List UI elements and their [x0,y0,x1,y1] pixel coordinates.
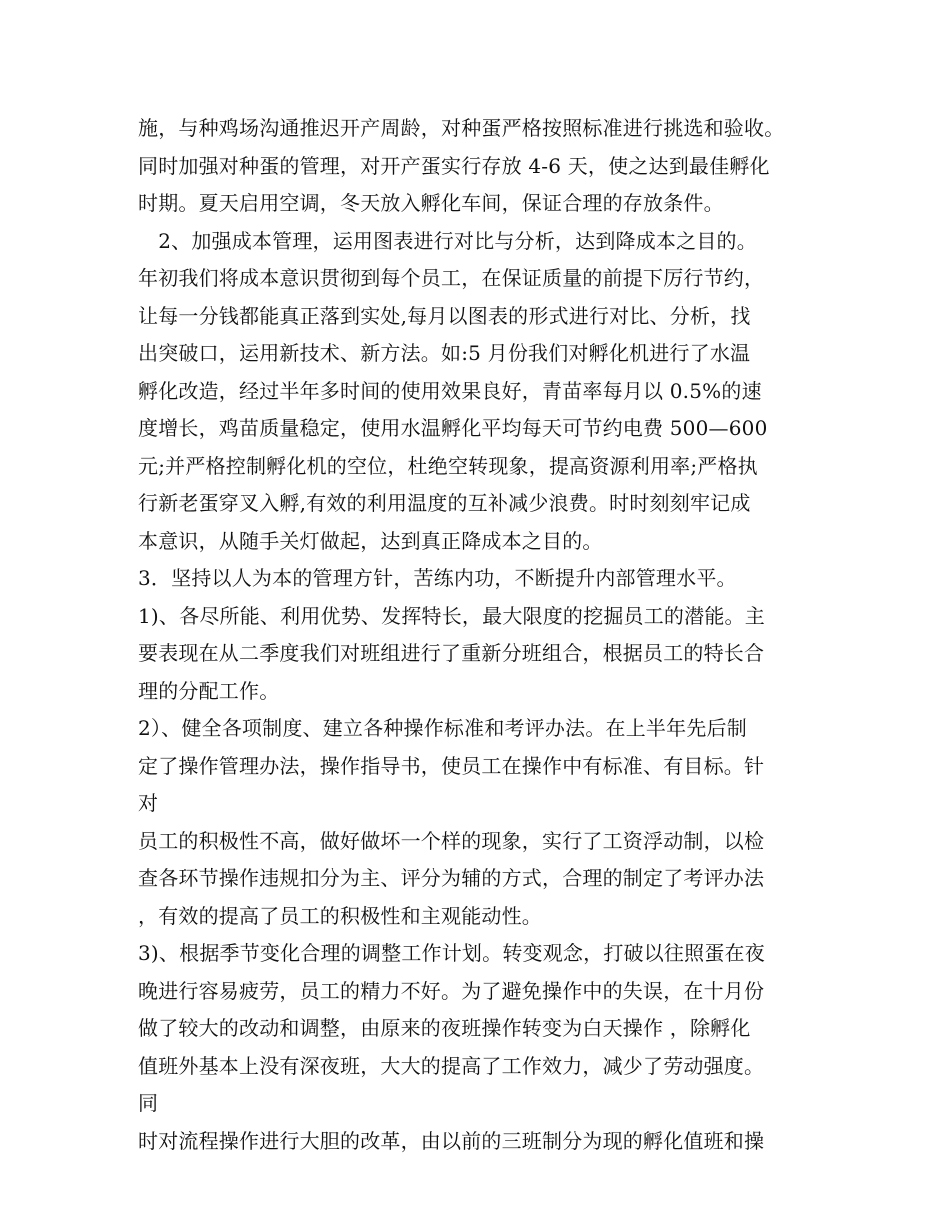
text-line: 定了操作管理办法，操作指导书，使员工在操作中有标准、有目标。针 [138,753,765,778]
text-line: ，有效的提高了员工的积极性和主观能动性。 [138,903,542,928]
text-line: 行新老蛋穿叉入孵,有效的利用温度的互补减少浪费。时时刻刻牢记成 [138,491,751,515]
text-line: 3)、根据季节变化合理的调整工作计划。转变观念，打破以往照蛋在夜 [138,941,765,965]
text-line: 员工的积极性不高，做好做坏一个样的现象，实行了工资浮动制，以检 [138,828,765,853]
text-line: 施，与种鸡场沟通推迟开产周龄，对种蛋严格按照标准进行挑选和验收。 [138,116,785,140]
text-line: 做了较大的改动和调整，由原来的夜班操作转变为白天操作 ，除孵化 [138,1016,751,1040]
text-line: 对 [138,791,159,815]
body-text [138,110,828,1160]
text-line: 本意识，从随手关灯做起，达到真正降成本之目的。 [138,528,603,553]
text-line: 时期。夏天启用空调，冬天放入孵化车间，保证合理的存放条件。 [138,191,724,215]
text-line: 理的分配工作。 [138,678,280,703]
text-line: 3．坚持以人为本的管理方针，苦练内功，不断提升内部管理水平。 [138,566,737,590]
text-line: 2、加强成本管理，运用图表进行对比与分析，达到降成本之目的。 [138,228,757,253]
text-line: 让每一分钱都能真正落到实处,每月以图表的形式进行对比、分析，找 [138,303,751,328]
text-line: 元;并严格控制孵化机的空位，杜绝空转现象，提高资源利用率;严格执 [138,453,758,478]
text-line: 同时加强对种蛋的管理，对开产蛋实行存放 4-6 天，使之达到最佳孵化 [138,153,770,178]
text-line: 要表现在从二季度我们对班组进行了重新分班组合，根据员工的特长合 [138,641,765,665]
text-line: 2）、健全各项制度、建立各种操作标准和考评办法。在上半年先后制 [138,716,747,740]
text-line: 度增长，鸡苗质量稳定，使用水温孵化平均每天可节约电费 500—600 [138,416,768,440]
text-line: 时对流程操作进行大胆的改革，由以前的三班制分为现的孵化值班和操 [138,1128,765,1153]
text-line: 值班外基本上没有深夜班，大大的提高了工作效力，减少了劳动强度。 [138,1053,765,1078]
text-line: 孵化改造，经过半年多时间的使用效果良好，青苗率每月以 0.5%的速 [138,378,762,403]
text-line: 出突破口，运用新技术、新方法。如:5 月份我们对孵化机进行了水温 [138,341,751,365]
text-line: 晚进行容易疲劳，员工的精力不好。为了避免操作中的失误，在十月份 [138,978,765,1003]
text-line: 查各环节操作违规扣分为主、评分为辅的方式，合理的制定了考评办法 [138,866,765,890]
text-line: 年初我们将成本意识贯彻到每个员工，在保证质量的前提下厉行节约， [138,266,765,290]
text-line: 1)、各尽所能、利用优势、发挥特长，最大限度的挖掘员工的潜能。主 [138,603,765,628]
text-line: 同 [138,1091,159,1115]
